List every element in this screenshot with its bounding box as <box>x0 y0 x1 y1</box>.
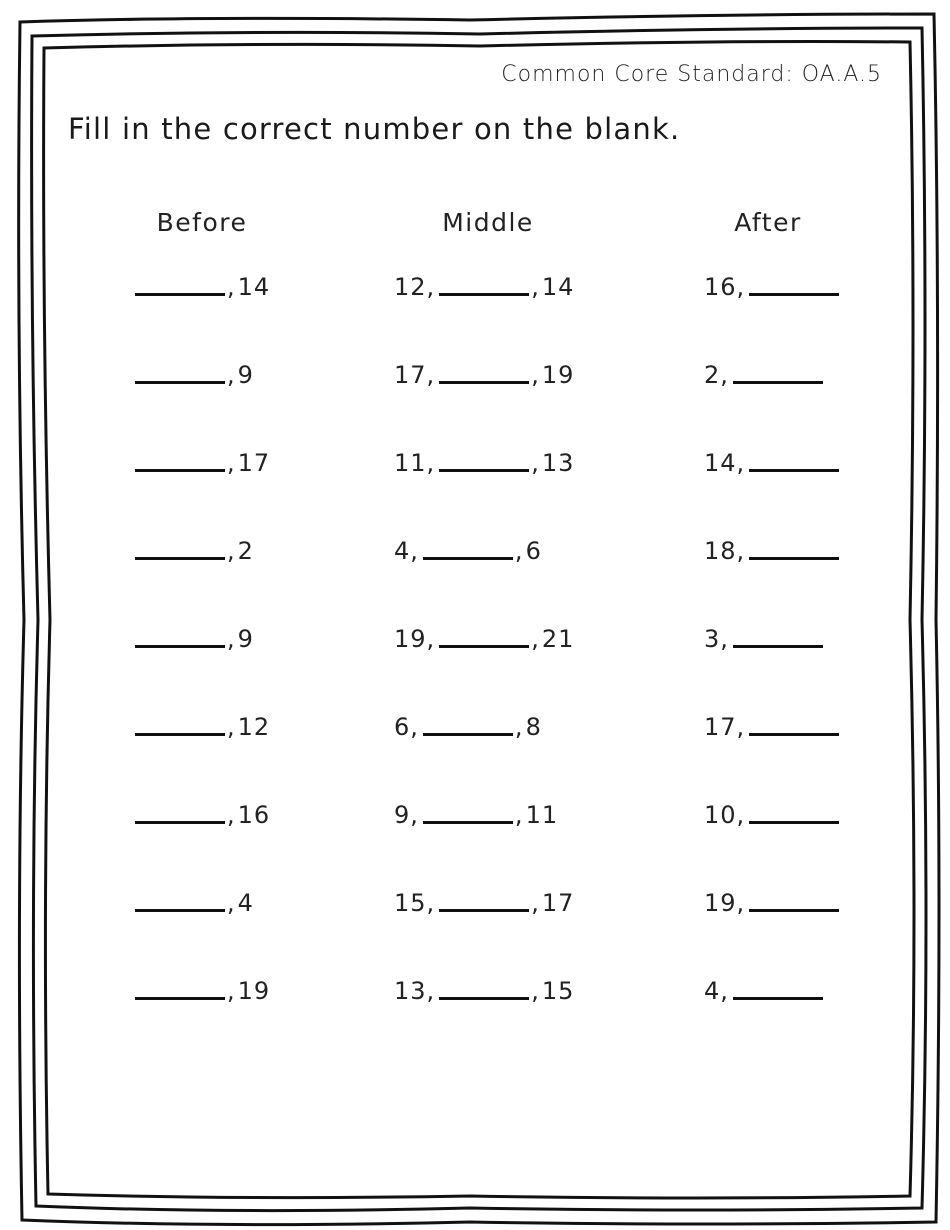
comma: , <box>426 625 436 653</box>
answer-blank[interactable] <box>749 557 839 560</box>
given-number: 19 <box>541 361 575 389</box>
before-problem <box>133 790 270 830</box>
comma: , <box>720 361 729 389</box>
given-number: 12 <box>237 713 271 741</box>
answer-blank[interactable] <box>423 821 513 824</box>
given-number: 10 <box>704 801 737 829</box>
middle-problem <box>394 790 558 830</box>
after-problem <box>704 438 841 478</box>
given-number: 12 <box>394 273 427 301</box>
comma: , <box>227 801 236 829</box>
given-number: 15 <box>394 889 427 917</box>
given-number: 8 <box>525 713 542 741</box>
comma: , <box>227 889 236 917</box>
column-header-after: After <box>734 208 802 237</box>
answer-blank[interactable] <box>135 909 225 912</box>
middle-problem <box>394 878 574 918</box>
before-problem <box>133 702 270 742</box>
comma: , <box>531 449 540 477</box>
comma: , <box>426 889 436 917</box>
problem-row <box>0 438 950 478</box>
answer-blank[interactable] <box>749 469 839 472</box>
comma: , <box>531 361 540 389</box>
given-number: 18 <box>704 537 737 565</box>
given-number: 17 <box>237 449 271 477</box>
comma: , <box>531 273 540 301</box>
given-number: 13 <box>541 449 575 477</box>
answer-blank[interactable] <box>749 293 839 296</box>
answer-blank[interactable] <box>135 997 225 1000</box>
given-number: 17 <box>394 361 427 389</box>
comma: , <box>736 801 746 829</box>
given-number: 2 <box>237 537 254 565</box>
after-problem <box>704 702 841 742</box>
problem-row <box>0 702 950 742</box>
given-number: 19 <box>237 977 271 1005</box>
given-number: 14 <box>704 449 737 477</box>
comma: , <box>227 361 236 389</box>
given-number: 4 <box>394 537 411 565</box>
problem-row <box>0 614 950 654</box>
answer-blank[interactable] <box>749 821 839 824</box>
comma: , <box>531 889 540 917</box>
given-number: 17 <box>704 713 737 741</box>
before-problem <box>133 438 270 478</box>
after-problem <box>704 262 841 302</box>
comma: , <box>720 977 729 1005</box>
comma: , <box>736 889 746 917</box>
problem-row <box>0 790 950 830</box>
answer-blank[interactable] <box>135 645 225 648</box>
comma: , <box>227 625 236 653</box>
given-number: 6 <box>525 537 542 565</box>
before-problem <box>133 350 254 390</box>
answer-blank[interactable] <box>135 733 225 736</box>
comma: , <box>227 537 236 565</box>
before-problem <box>133 614 254 654</box>
comma: , <box>227 449 236 477</box>
given-number: 4 <box>237 889 254 917</box>
given-number: 3 <box>704 625 721 653</box>
problem-row <box>0 350 950 390</box>
comma: , <box>514 537 524 565</box>
comma: , <box>736 273 746 301</box>
given-number: 16 <box>237 801 271 829</box>
answer-blank[interactable] <box>135 557 225 560</box>
given-number: 9 <box>394 801 411 829</box>
middle-problem <box>394 702 542 742</box>
middle-problem <box>394 614 574 654</box>
instructions: Fill in the correct number on the blank. <box>68 112 681 146</box>
problem-row <box>0 526 950 566</box>
comma: , <box>720 625 729 653</box>
comma: , <box>426 977 436 1005</box>
problem-row <box>0 966 950 1006</box>
comma: , <box>426 273 436 301</box>
comma: , <box>426 449 436 477</box>
column-header-middle: Middle <box>442 208 534 237</box>
after-problem <box>704 790 841 830</box>
problem-row <box>0 262 950 302</box>
given-number: 11 <box>525 801 559 829</box>
given-number: 19 <box>704 889 737 917</box>
answer-blank[interactable] <box>135 293 225 296</box>
comma: , <box>514 713 524 741</box>
comma: , <box>227 713 236 741</box>
answer-blank[interactable] <box>135 381 225 384</box>
answer-blank[interactable] <box>749 909 839 912</box>
answer-blank[interactable] <box>135 469 225 472</box>
answer-blank[interactable] <box>749 733 839 736</box>
before-problem <box>133 966 270 1006</box>
answer-blank[interactable] <box>423 733 513 736</box>
before-problem <box>133 878 254 918</box>
comma: , <box>531 625 540 653</box>
middle-problem <box>394 262 574 302</box>
middle-problem <box>394 438 574 478</box>
after-problem <box>704 966 825 1006</box>
before-problem <box>133 262 270 302</box>
middle-problem <box>394 350 574 390</box>
answer-blank[interactable] <box>135 821 225 824</box>
answer-blank[interactable] <box>439 469 529 472</box>
column-header-before: Before <box>156 208 248 237</box>
given-number: 2 <box>704 361 721 389</box>
answer-blank[interactable] <box>439 997 529 1000</box>
comma: , <box>410 537 419 565</box>
comma: , <box>736 449 746 477</box>
comma: , <box>736 537 746 565</box>
comma: , <box>426 361 436 389</box>
middle-problem <box>394 966 574 1006</box>
comma: , <box>514 801 524 829</box>
given-number: 14 <box>541 273 575 301</box>
given-number: 11 <box>394 449 427 477</box>
comma: , <box>531 977 540 1005</box>
standard-label: Common Core Standard: OA.A.5 <box>501 62 882 87</box>
given-number: 16 <box>704 273 737 301</box>
comma: , <box>410 713 419 741</box>
given-number: 4 <box>704 977 721 1005</box>
given-number: 9 <box>237 625 254 653</box>
problem-row <box>0 878 950 918</box>
after-problem <box>704 614 825 654</box>
given-number: 9 <box>237 361 254 389</box>
given-number: 15 <box>541 977 575 1005</box>
after-problem <box>704 526 841 566</box>
before-problem <box>133 526 254 566</box>
answer-blank[interactable] <box>439 645 529 648</box>
answer-blank[interactable] <box>439 293 529 296</box>
answer-blank[interactable] <box>439 909 529 912</box>
comma: , <box>410 801 419 829</box>
answer-blank[interactable] <box>439 381 529 384</box>
comma: , <box>227 977 236 1005</box>
given-number: 17 <box>541 889 575 917</box>
answer-blank[interactable] <box>423 557 513 560</box>
middle-problem <box>394 526 542 566</box>
comma: , <box>736 713 746 741</box>
after-problem <box>704 878 841 918</box>
answer-blank[interactable] <box>733 645 823 648</box>
given-number: 21 <box>541 625 575 653</box>
given-number: 19 <box>394 625 427 653</box>
given-number: 14 <box>237 273 271 301</box>
answer-blank[interactable] <box>733 381 823 384</box>
after-problem <box>704 350 825 390</box>
given-number: 6 <box>394 713 411 741</box>
given-number: 13 <box>394 977 427 1005</box>
answer-blank[interactable] <box>733 997 823 1000</box>
comma: , <box>227 273 236 301</box>
